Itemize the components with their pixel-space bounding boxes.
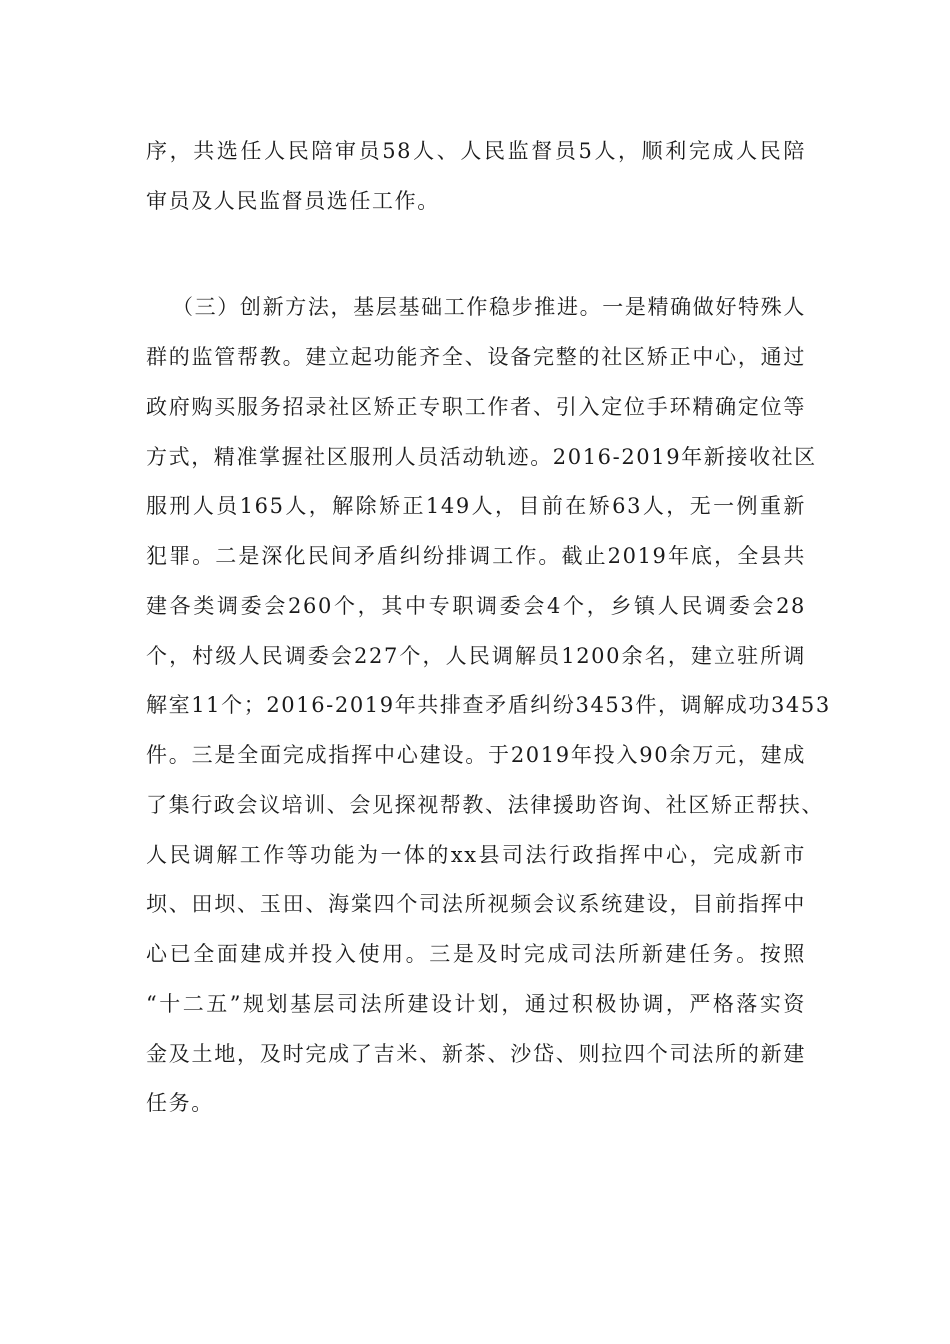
text-line: “十二五”规划基层司法所建设计划，通过积极协调，严格落实资 [146, 992, 806, 1016]
text-line: 方式，精准掌握社区服刑人员活动轨迹。2016-2019年新接收社区 [146, 445, 817, 469]
text-line: （三）创新方法，基层基础工作稳步推进。一是精确做好特殊人 [172, 295, 806, 319]
text-line: 服刑人员165人，解除矫正149人，目前在矫63人，无一例重新 [146, 494, 806, 518]
text-line: 金及土地，及时完成了吉米、新茶、沙岱、则拉四个司法所的新建 [146, 1042, 806, 1066]
text-line: 人民调解工作等功能为一体的xx县司法行政指挥中心，完成新市 [146, 843, 806, 867]
text-line: 心已全面建成并投入使用。三是及时完成司法所新建任务。按照 [146, 942, 806, 966]
text-line: 了集行政会议培训、会见探视帮教、法律援助咨询、社区矫正帮扶、 [146, 793, 824, 817]
text-line: 解室11个；2016-2019年共排查矛盾纠纷3453件，调解成功3453 [146, 693, 831, 717]
text-line: 序，共选任人民陪审员58人、人民监督员5人，顺利完成人民陪 [146, 139, 806, 163]
text-line: 件。三是全面完成指挥中心建设。于2019年投入90余万元，建成 [146, 743, 806, 767]
text-line: 审员及人民监督员选任工作。 [146, 189, 440, 213]
text-line: 个，村级人民调委会227个，人民调解员1200余名，建立驻所调 [146, 644, 806, 668]
text-line: 群的监管帮教。建立起功能齐全、设备完整的社区矫正中心，通过 [146, 345, 806, 369]
text-line: 犯罪。二是深化民间矛盾纠纷排调工作。截止2019年底，全县共 [146, 544, 806, 568]
text-line: 坝、田坝、玉田、海棠四个司法所视频会议系统建设，目前指挥中 [146, 892, 806, 916]
text-line: 建各类调委会260个，其中专职调委会4个，乡镇人民调委会28 [146, 594, 806, 618]
text-line: 政府购买服务招录社区矫正专职工作者、引入定位手环精确定位等 [146, 395, 806, 419]
text-line: 任务。 [146, 1091, 214, 1115]
